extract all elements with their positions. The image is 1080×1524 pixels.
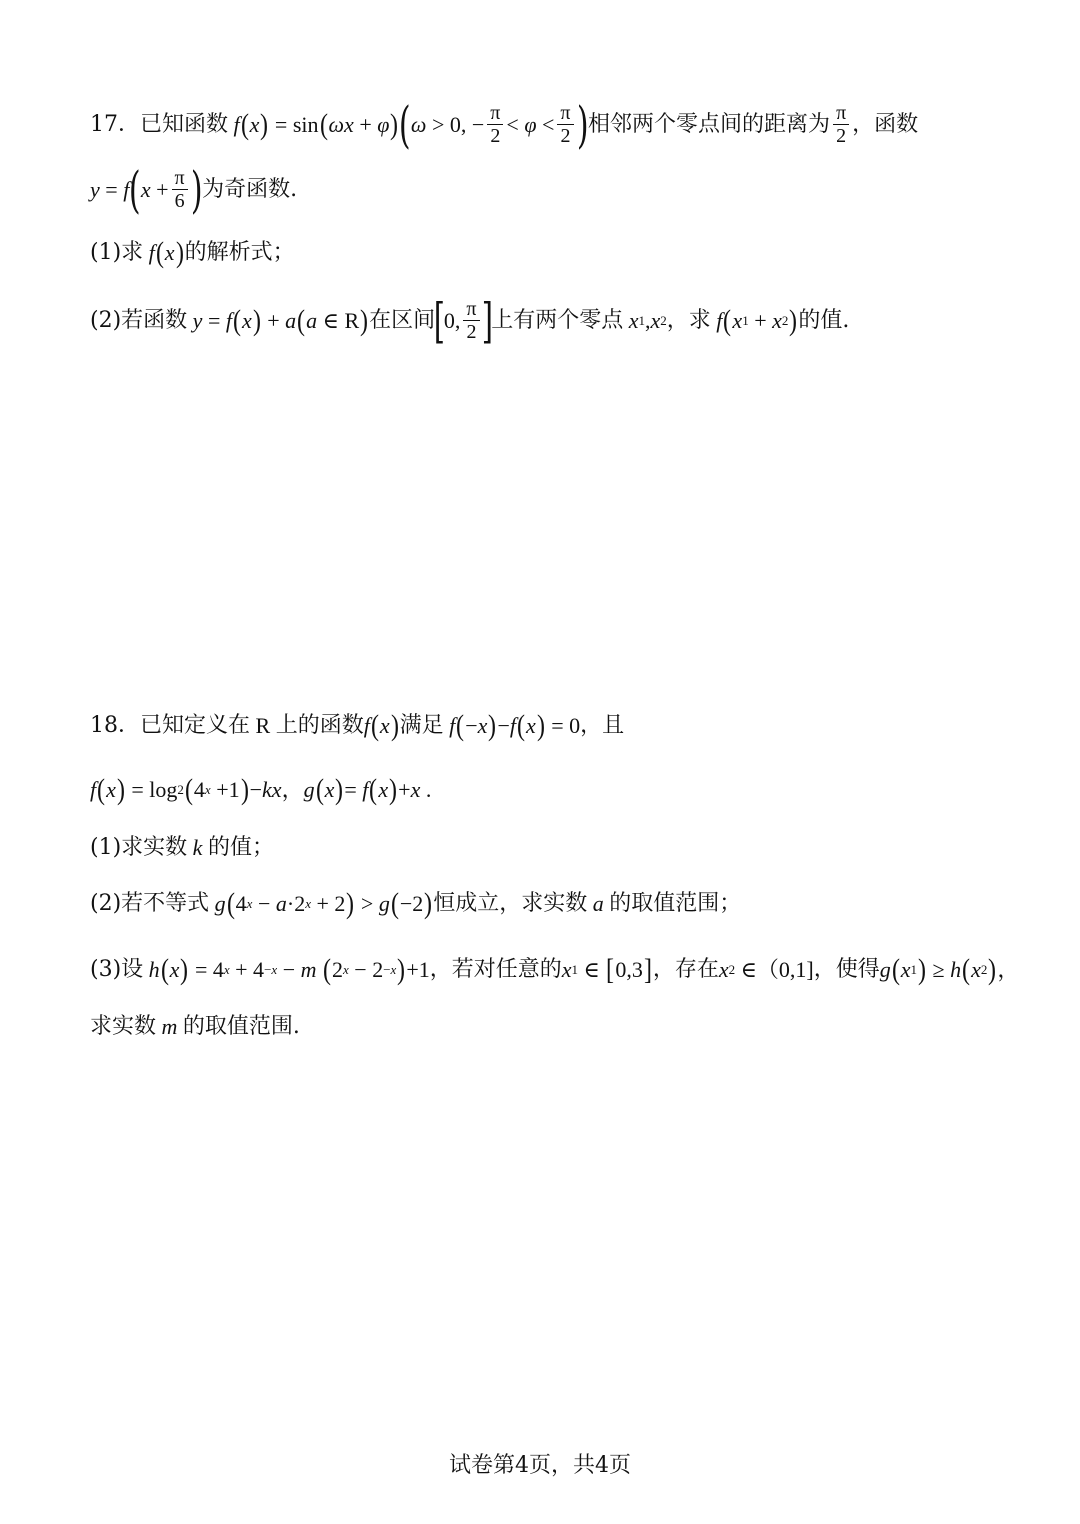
q17-condition-tail: ，函数	[852, 111, 919, 137]
q18-real-set: R	[255, 713, 271, 738]
q17-part-1-tail: 的解析式；	[184, 240, 295, 265]
q18-part-3-text-2: ，存在	[652, 957, 719, 982]
q17-part-2-interval-text: 在区间	[369, 307, 436, 333]
q18-part-2-text: 恒成立，求实数	[433, 891, 588, 916]
q17-number: 17．	[90, 111, 140, 137]
q17-part-2-ask-text: ，求	[666, 307, 711, 333]
q17-part-2-tail: 的值.	[798, 307, 850, 333]
q17-part-2-label: (2)若函数	[90, 307, 188, 333]
q17-intro: 已知函数	[140, 111, 229, 137]
q17-part-2: (2)若函数 y = f ( x ) + a ( a ∈ R ) 在区间 [ 0, $\frac{\pi}{2}$ ] 上有两个零点 x 1 , x 2 ，求 f ( x 1 + x 2 ) 的值.	[90, 292, 850, 349]
q18-intro: 已知定义在	[140, 713, 251, 738]
q18-line-1: 18． 已知定义在 R 上的函数 f ( x ) 满足 f ( − x ) − f ( x ) = 0 ，且	[90, 706, 1020, 746]
q17-condition-text: 相邻两个零点间的距离为	[588, 111, 831, 137]
q18-number: 18．	[90, 713, 140, 738]
q18-line-2: f ( x ) = log 2 ( 4 x +1 ) − kx ， g ( x ) = f ( x ) + x .	[90, 773, 432, 806]
q18-intro-4: ，且	[580, 713, 625, 738]
q18-part-1-tail: 的值；	[207, 835, 274, 860]
q18-part-1: (1)求实数 k 的值；	[90, 828, 1020, 868]
q17-part-1: (1)求 f ( x ) 的解析式；	[90, 233, 1020, 273]
q18-part-1-label: (1)求实数	[90, 835, 188, 860]
q18-part-3: (3)设 h ( x ) = 4 x + 4 −x − m ( 2 x − 2 −x ) +1 ，若对任意的 x 1 ∈ [ 0,3 ] ，存在 x 2 ∈（0,1] ，使得 g ( x 1 ) ≥ h ( x 2 ) ，	[90, 950, 1020, 990]
q18-part-2: (2)若不等式 g ( 4 x − a ·2 x + 2 ) > g ( −2 ) 恒成立，求实数 a 的取值范围；	[90, 884, 1020, 924]
q17-line-1: 17． 已知函数 f ( x ) = sin ( ωx + φ ) ( ω > 0, − $\frac{\pi}{2}$ < φ < $\frac{\pi}{2}$ ) 相邻两个零点间的距离为 $\frac{\pi}{2}$ ，函数	[90, 95, 919, 154]
q17-line-2: y = f ( x + $\frac{\pi}{6}$ ) 为奇函数.	[90, 160, 298, 219]
q17-part-2-zeros-text: 上有两个零点	[491, 307, 624, 333]
q18-part-3-tail: 的取值范围.	[182, 1014, 300, 1039]
q17-part-1-label: (1)求	[90, 240, 144, 265]
q18-part-3-label: (3)设	[90, 957, 144, 982]
q18-part-2-label: (2)若不等式	[90, 891, 210, 916]
q18-part-2-tail: 的取值范围；	[609, 891, 742, 916]
q18-intro-2: 上的函数	[275, 713, 364, 738]
q18-intro-3: 满足	[399, 713, 444, 738]
q17-odd-function-text: 为奇函数.	[202, 176, 298, 202]
page-footer: 试卷第4页，共4页	[449, 1453, 631, 1478]
q18-part-3-text-1: ，若对任意的	[429, 957, 562, 982]
q18-part-3-line-2-text: 求实数	[90, 1014, 157, 1039]
q18-part-3-line-2: 求实数 m 的取值范围.	[90, 1007, 1020, 1047]
q18-part-3-text-3: ，使得	[813, 957, 880, 982]
